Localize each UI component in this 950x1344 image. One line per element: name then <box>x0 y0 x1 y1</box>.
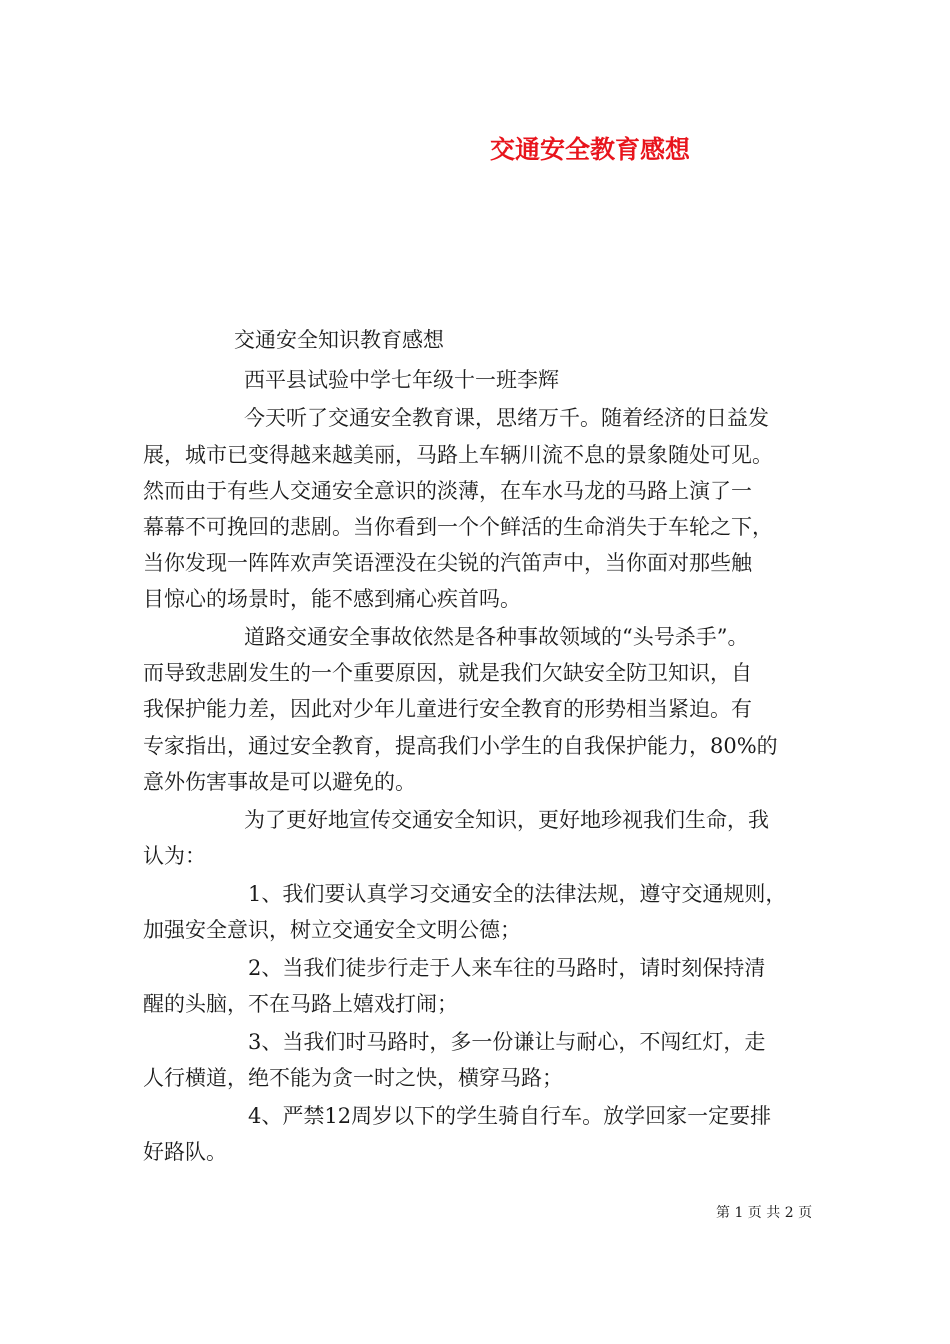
paragraph-line: 展，城市已变得越来越美丽，马路上车辆川流不息的景象随处可见。 <box>143 443 773 467</box>
list-item-line: 4、严禁12周岁以下的学生骑自行车。放学回家一定要排 <box>248 1104 772 1128</box>
list-item-line: 加强安全意识，树立交通安全文明公德； <box>143 918 521 942</box>
document-subtitle: 交通安全知识教育感想 <box>234 328 444 352</box>
paragraph-line: 我保护能力差，因此对少年儿童进行安全教育的形势相当紧迫。有 <box>143 697 752 721</box>
paragraph-line: 幕幕不可挽回的悲剧。当你看到一个个鲜活的生命消失于车轮之下， <box>143 515 773 539</box>
paragraph-line: 当你发现一阵阵欢声笑语湮没在尖锐的汽笛声中，当你面对那些触 <box>143 551 752 575</box>
paragraph-line: 目惊心的场景时，能不感到痛心疾首吗。 <box>143 587 521 611</box>
page-number: 第 1 页 共 2 页 <box>716 1205 813 1221</box>
paragraph-line: 为了更好地宣传交通安全知识，更好地珍视我们生命，我 <box>244 808 769 832</box>
list-item-line: 1、我们要认真学习交通安全的法律法规，遵守交通规则， <box>248 882 787 906</box>
paragraph-line: 专家指出，通过安全教育，提高我们小学生的自我保护能力，80%的 <box>143 734 778 758</box>
author-line: 西平县试验中学七年级十一班李辉 <box>244 368 559 392</box>
paragraph-line: 今天听了交通安全教育课，思绪万千。随着经济的日益发 <box>244 406 769 430</box>
list-item-line: 好路队。 <box>143 1140 227 1164</box>
paragraph-line: 然而由于有些人交通安全意识的淡薄，在车水马龙的马路上演了一 <box>143 479 752 503</box>
paragraph-line: 认为： <box>143 844 206 868</box>
list-item-line: 醒的头脑，不在马路上嬉戏打闹； <box>143 992 458 1016</box>
list-item-line: 2、当我们徒步行走于人来车往的马路时，请时刻保持清 <box>248 956 766 980</box>
paragraph-line: 道路交通安全事故依然是各种事故领域的“头号杀手”。 <box>244 625 749 649</box>
paragraph-line: 而导致悲剧发生的一个重要原因，就是我们欠缺安全防卫知识，自 <box>143 661 752 685</box>
document-title: 交通安全教育感想 <box>489 135 690 164</box>
paragraph-line: 意外伤害事故是可以避免的。 <box>143 770 416 794</box>
list-item-line: 人行横道，绝不能为贪一时之快，横穿马路； <box>143 1066 563 1090</box>
list-item-line: 3、当我们时马路时，多一份谦让与耐心，不闯红灯，走 <box>248 1030 766 1054</box>
